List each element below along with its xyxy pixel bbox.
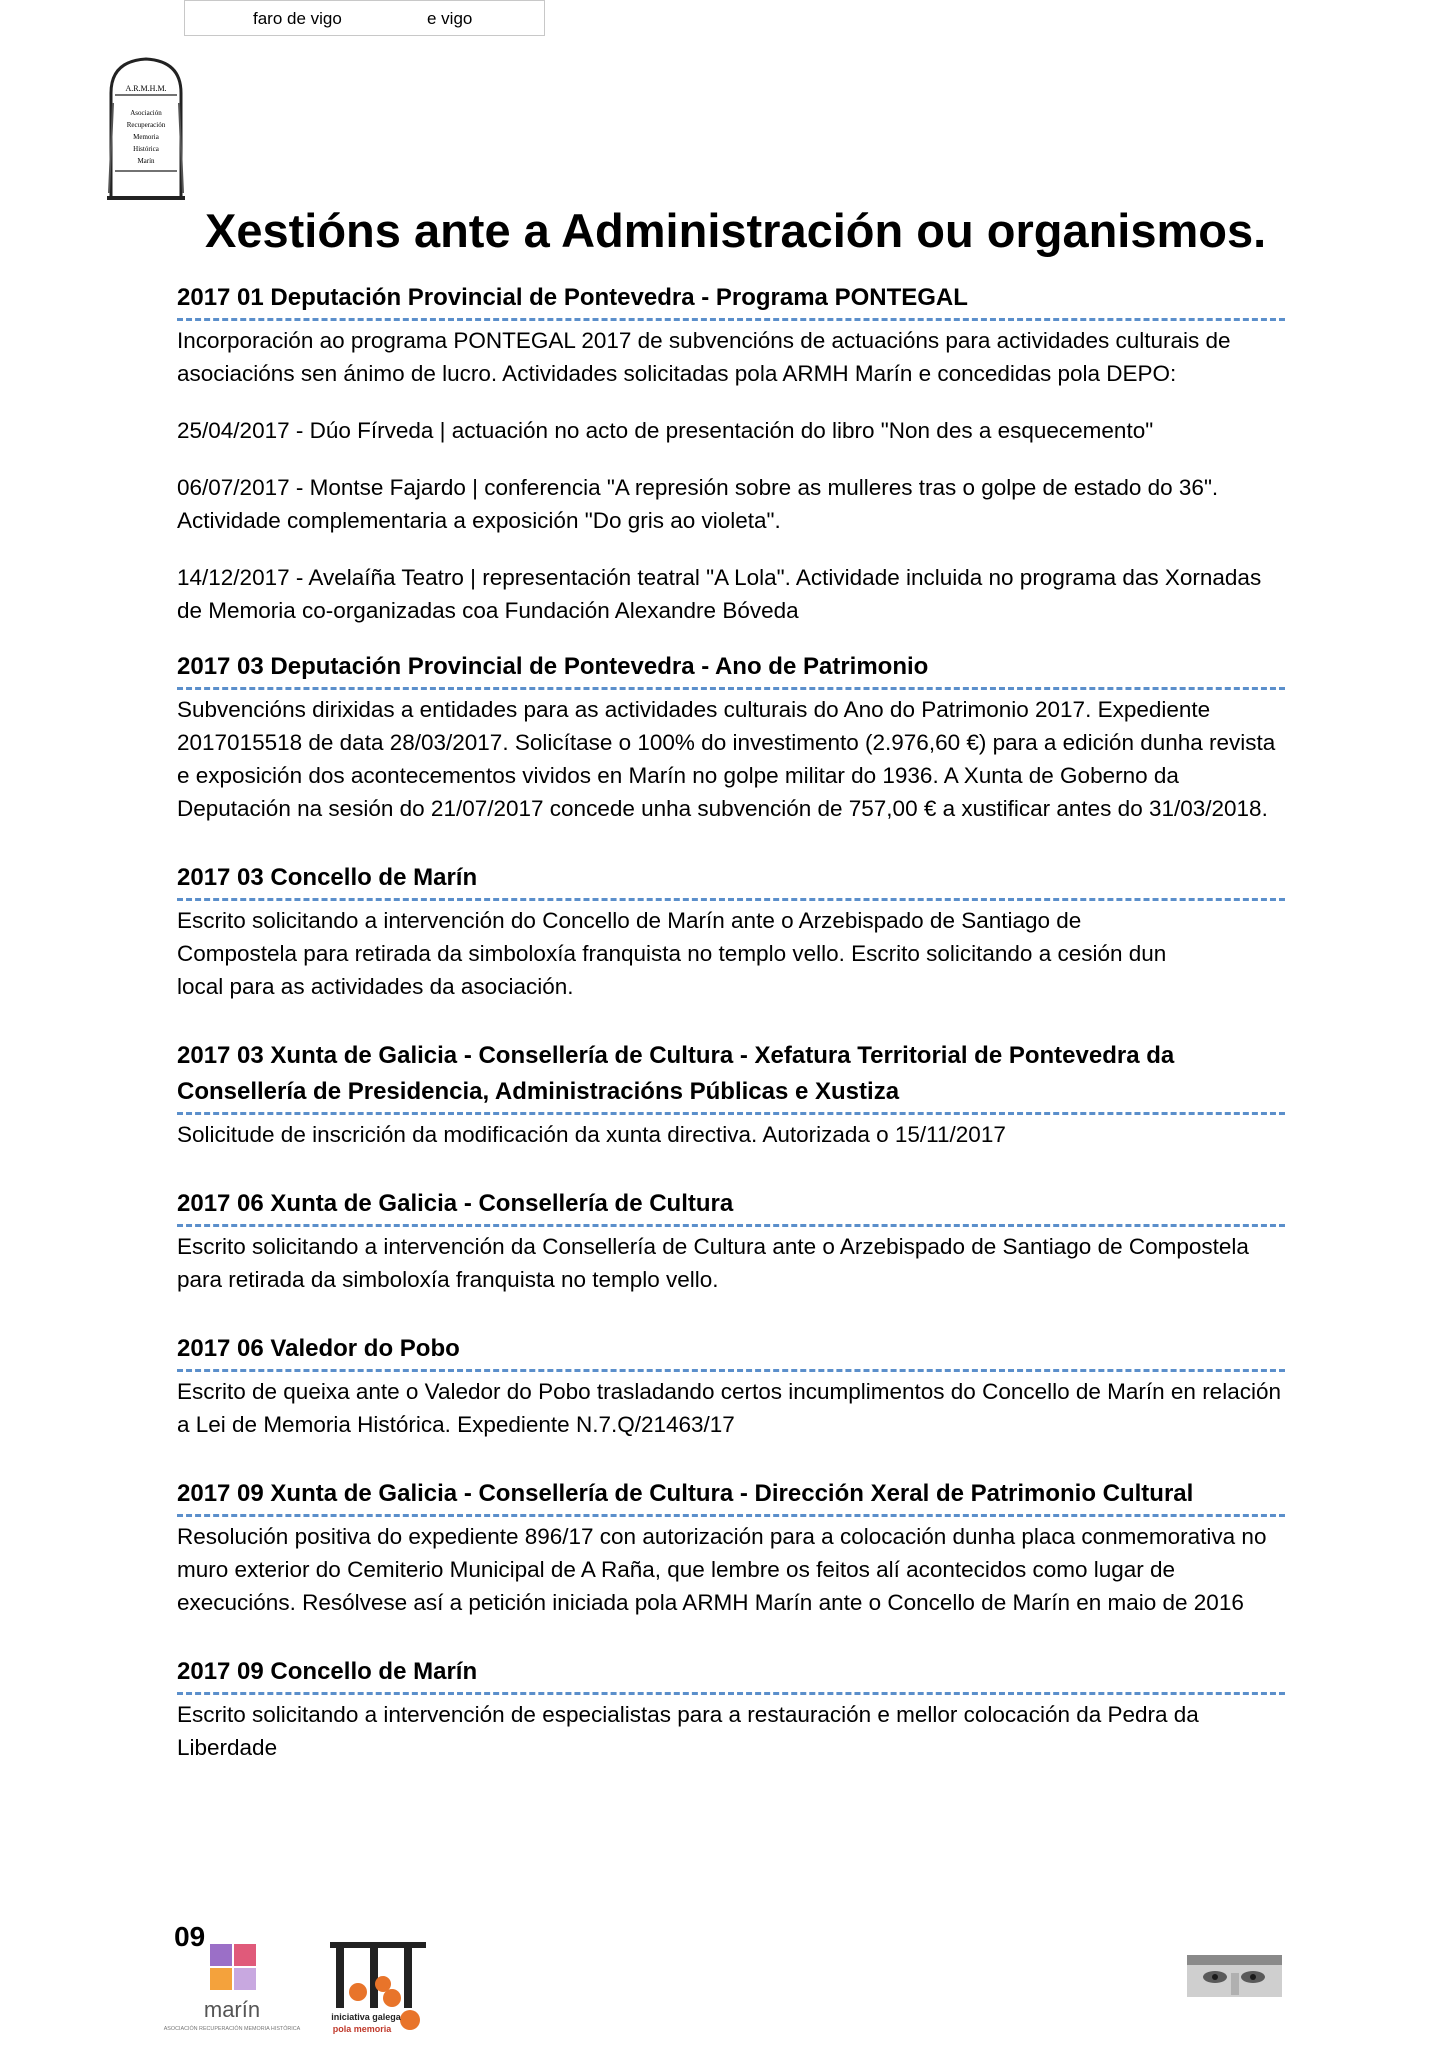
section-ano-patrimonio (177, 649, 1285, 825)
section-paragraph: Escrito de queixa ante o Valedor do Pobo trasladando certos incumplimentos do Concello de Marín en relación a Lei de Memoria Histórica. Expediente N.7.Q/21463/17 (177, 1379, 1281, 1437)
section-heading: 2017 03 Concello de Marín (177, 860, 1285, 901)
section-heading: 2017 06 Valedor do Pobo (177, 1331, 1285, 1372)
header-tab-left: faro de vigo (253, 9, 342, 28)
armhm-logo-line-5: Marín (137, 157, 155, 165)
section-heading: 2017 01 Deputación Provincial de Pontevedra - Programa PONTEGAL (177, 280, 1285, 321)
page-title: Xestións ante a Administración ou organismos. (205, 204, 1267, 257)
armhm-logo-initials: A.R.M.H.M. (125, 84, 167, 93)
section-paragraph: Incorporación ao programa PONTEGAL 2017 de subvencións de actuacións para actividades culturais de asociacións sen ánimo de lucro. Actividades solicitadas pola ARMH Marín e concedidas pola DEPO: (177, 328, 1231, 386)
marin-logo (163, 1944, 301, 2040)
section-valedor-pobo (177, 1331, 1285, 1441)
page-number: 60 (174, 1921, 206, 1952)
section-xunta-xefatura (177, 1038, 1285, 1151)
section-paragraph: 14/12/2017 - Avelaíña Teatro | representación teatral "A Lola". Actividade incluida no programa das Xornadas de Memoria co-organizadas coa Fundación Alexandre Bóveda (177, 565, 1262, 623)
marin-logo-name: marín (203, 1997, 261, 2022)
section-heading: 2017 03 Xunta de Galicia - Consellería de Cultura - Xefatura Territorial de Pontevedra da Consellería de Presidencia, Administracións Públicas e Xustiza (177, 1038, 1285, 1115)
armhm-logo-line-1: Asociación (130, 109, 162, 117)
section-concello-marin-09 (177, 1654, 1285, 1764)
armhm-logo-line-2: Recuperación (126, 121, 166, 129)
armhm-logo-line-3: Memoria (133, 133, 159, 141)
iniciativa-logo-line-2: pola memoria (332, 2024, 392, 2034)
section-xunta-cultura (177, 1186, 1285, 1296)
iniciativa-galega-logo (328, 1940, 428, 2042)
section-concello-marin-03 (177, 860, 1285, 1003)
section-paragraph: Escrito solicitando a intervención do Concello de Marín ante o Arzebispado de Santiago de Compostela para retirada da simboloxía franquista no templo vello. Escrito solicitando a cesión dun local para as actividades da asociación. (177, 908, 1167, 999)
sections-list (177, 280, 1285, 1764)
armhm-logo (105, 53, 187, 202)
section-heading: 2017 09 Concello de Marín (177, 1654, 1285, 1695)
section-heading: 2017 03 Deputación Provincial de Pontevedra - Ano de Patrimonio (177, 649, 1285, 690)
section-paragraph: Escrito solicitando a intervención de especialistas para a restauración e mellor colocación da Pedra da Liberdade (177, 1702, 1199, 1760)
section-paragraph: Resolución positiva do expediente 896/17 con autorización para a colocación dunha placa conmemorativa no muro exterior do Cemiterio Municipal de A Raña, que lembre os feitos alí acontecidos como lugar de execucións. Resólvese así a petición iniciada pola ARMH Marín ante o Concello de Marín en maio de 2016 (177, 1524, 1267, 1615)
section-paragraph: 06/07/2017 - Montse Fajardo | conferencia "A represión sobre as mulleres tras o golpe de estado do 36". Actividade complementaria a exposición "Do gris ao violeta". (177, 475, 1219, 533)
iniciativa-logo-line-1: iniciativa galega (331, 2012, 401, 2022)
section-pontegal (177, 280, 1285, 627)
header-tab-right: e vigo (427, 9, 473, 28)
section-xunta-patrimonio (177, 1476, 1285, 1619)
portrait-thumbnail (1187, 1955, 1282, 1997)
section-paragraph: Solicitude de inscrición da modificación da xunta directiva. Autorizada o 15/11/2017 (177, 1122, 1006, 1147)
section-paragraph: Subvencións dirixidas a entidades para as actividades culturais do Ano do Patrimonio 2017. Expediente 2017015518 de data 28/03/2017. Solicítase o 100% do investimento (2.976,60 €) para a edición dunha revista e exposición dos acontecementos vividos en Marín no golpe militar do 1936. A Xunta de Goberno da Deputación na sesión do 21/07/2017 concede unha subvención de 757,00 € a xustificar antes do 31/03/2018. (177, 697, 1276, 821)
section-heading: 2017 09 Xunta de Galicia - Consellería de Cultura - Dirección Xeral de Patrimonio Cultural (177, 1476, 1285, 1517)
section-paragraph: Escrito solicitando a intervención da Consellería de Cultura ante o Arzebispado de Santiago de Compostela para retirada da simboloxía franquista no templo vello. (177, 1234, 1249, 1292)
section-paragraph: 25/04/2017 - Dúo Fírveda | actuación no acto de presentación do libro "Non des a esquecemento" (177, 418, 1154, 443)
section-heading: 2017 06 Xunta de Galicia - Consellería de Cultura (177, 1186, 1285, 1227)
marin-logo-sub: ASOCIACIÓN RECUPERACIÓN MEMORIA HISTÓRICA (163, 2026, 301, 2032)
header-tab-box (184, 0, 545, 36)
armhm-logo-line-4: Histórica (133, 145, 159, 153)
